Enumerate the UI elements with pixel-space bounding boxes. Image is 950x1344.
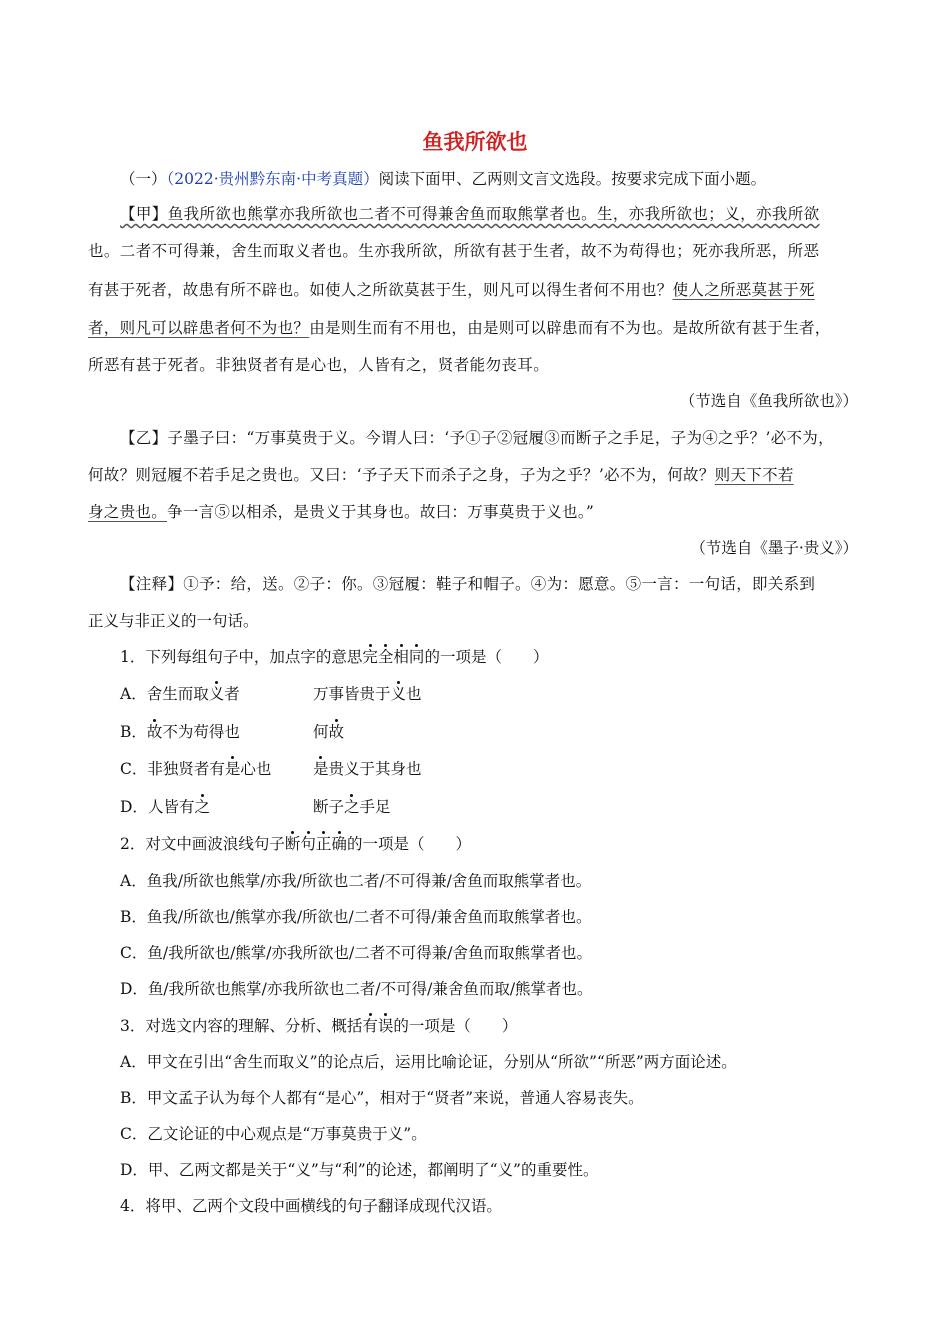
option-right-text: 也 — [406, 685, 422, 703]
jia-source: （节选自《鱼我所欲也》） — [679, 392, 858, 410]
q2-stem-end: 的一项是（ ） — [346, 835, 471, 853]
yi-underlined-2: 身之贵也。 — [88, 503, 168, 521]
q3-stem — [120, 1015, 517, 1037]
intro-prefix: （一） — [120, 170, 167, 188]
yi-line-3-text: 争一言⑤以相杀，是贵义于其身也。故曰：万事莫贵于义也。” — [167, 503, 595, 521]
q1-dotted-char: 全 — [377, 648, 394, 666]
q2-option-d[interactable]: D．鱼/我所欲也熊掌/亦我所欲也二者/不可得/兼舍鱼而取/熊掌者也。 — [120, 980, 593, 998]
jia-underlined-1: 使人之所恶莫甚于死 — [672, 281, 815, 299]
option-left-text: 人皆有 — [147, 798, 195, 816]
intro-line — [120, 168, 766, 190]
jia-line-1 — [120, 203, 820, 225]
q4-stem: 4．将甲、乙两个文段中画横线的句子翻译成现代汉语。 — [120, 1197, 502, 1215]
q1-dotted-char: 相 — [393, 648, 409, 666]
option-right-text: 何 — [313, 723, 329, 741]
option-right — [313, 758, 422, 780]
intro-text: 阅读下面甲、乙两则文言文选段。按要求完成下面小题。 — [378, 170, 767, 188]
option-dotted-char: 义 — [208, 685, 225, 703]
option-label: B． — [120, 723, 147, 741]
option-right-text: 贵义于其身也 — [328, 760, 422, 778]
q3-option-d[interactable]: D．甲、乙两文都是关于“义”与“利”的论述，都阐明了“义”的重要性。 — [120, 1161, 599, 1179]
option-left-text: 不为苟得也 — [162, 723, 240, 741]
jia-line-4 — [88, 317, 831, 339]
option-dotted-char: 之 — [344, 798, 360, 816]
jia-line-4-text: 由是则生而有不用也，由是则可以辟患而有不为也。是故所欲有甚于生者， — [309, 319, 831, 337]
q3-stem-end: 的一项是（ ） — [393, 1017, 518, 1035]
option-right — [313, 796, 391, 818]
option-dotted-char: 是 — [224, 760, 241, 778]
q1-stem-text: 1．下列每组句子中，加点字的意思 — [120, 648, 363, 666]
page-title: 鱼我所欲也 — [422, 130, 528, 154]
q1-stem-end: 的一项是（ ） — [424, 648, 549, 666]
option-dotted-char: 之 — [194, 798, 210, 816]
yi-line-1: 【乙】子墨子曰：“万事莫贵于义。今谓人曰：‘予①子②冠履③而断子之手足，子为④之乎？’必不为， — [120, 429, 834, 447]
q2-dotted-char: 正 — [315, 835, 332, 853]
option-left-text: 者 — [224, 685, 240, 703]
q3-option-b[interactable]: B．甲文孟子认为每个人都有“是心”，相对于“贤者”来说，普通人容易丧失。 — [120, 1089, 644, 1107]
option-dotted-char: 是 — [313, 760, 329, 778]
jia-line-5: 所恶有甚于死者。非独贤者有是心也，人皆有之，贤者能勿丧耳。 — [88, 356, 550, 374]
q2-option-c[interactable]: C．鱼/我所欲也/熊掌/亦我所欲也/二者不可得兼/舍鱼而取熊掌者也。 — [120, 944, 592, 962]
q2-stem-text: 2．对文中画波浪线句子 — [120, 835, 285, 853]
option-dotted-char: 故 — [146, 723, 163, 741]
q1-dotted-char: 同 — [408, 648, 425, 666]
jia-line-2: 也。二者不可得兼，舍生而取义者也。生亦我所欲，所欲有甚于生者，故不为苟得也；死亦我所恶，所恶 — [88, 242, 820, 260]
jia-line-3-text: 有甚于死者，故患有所不辟也。如使人之所欲莫甚于生，则凡可以得生者何不用也？ — [88, 281, 673, 299]
yi-line-2-text: 何故？则冠履不若手足之贵也。又曰：‘予子天下而杀子之身，子为之乎？’必不为，何故？ — [88, 466, 715, 484]
option-right — [313, 721, 344, 743]
q1-option-c[interactable] — [120, 758, 520, 780]
q1-option-b[interactable] — [120, 721, 520, 743]
q2-option-b[interactable]: B．鱼我/所欲也/熊掌亦我/所欲也/二者不可得/兼舍鱼而取熊掌者也。 — [120, 908, 592, 926]
option-dotted-char: 故 — [328, 723, 345, 741]
option-label: D． — [120, 798, 148, 816]
option-left-text: 非独贤者有 — [147, 760, 225, 778]
q3-dotted-char: 误 — [377, 1017, 394, 1035]
yi-line-3 — [88, 501, 594, 523]
q3-dotted-char: 有 — [362, 1017, 378, 1035]
yi-line-2 — [88, 464, 794, 486]
option-label: A． — [120, 685, 147, 703]
option-left-text: 舍生而取 — [146, 685, 209, 703]
q2-dotted-char: 确 — [331, 835, 347, 853]
q2-stem — [120, 833, 471, 855]
jia-wavy-sentence: 【甲】鱼我所欲也熊掌亦我所欲也二者不可得兼舍鱼而取熊掌者也。生，亦我所欲也；义，亦我所欲 — [120, 205, 820, 223]
q1-option-d[interactable] — [120, 796, 520, 818]
q1-option-a[interactable] — [120, 683, 520, 705]
yi-source: （节选自《墨子·贵义》） — [690, 539, 858, 557]
q1-dotted-char: 完 — [362, 648, 378, 666]
q3-stem-text: 3．对选文内容的理解、分析、概括 — [120, 1017, 363, 1035]
yi-underlined-1: 则天下不若 — [714, 466, 794, 484]
jia-line-3 — [88, 279, 815, 301]
notes-line-1: 【注释】①予：给，送。②子：你。③冠履：鞋子和帽子。④为：愿意。⑤一言：一句话，即关系到 — [120, 575, 816, 593]
q3-option-a[interactable]: A．甲文在引出“舍生而取义”的论点后，运用比喻论证，分别从“所欲”“所恶”两方面论述。 — [120, 1053, 737, 1071]
q3-option-c[interactable]: C．乙文论证的中心观点是“万事莫贵于义”。 — [120, 1125, 427, 1143]
q2-option-a[interactable]: A．鱼我/所欲也熊掌/亦我/所欲也二者/不可得兼/舍鱼而取熊掌者也。 — [120, 872, 592, 890]
notes-line-2: 正义与非正义的一句话。 — [88, 612, 259, 630]
q1-stem — [120, 646, 548, 668]
option-dotted-char: 义 — [390, 685, 407, 703]
intro-source: （2022·贵州黔东南·中考真题） — [166, 170, 379, 188]
option-left-text: 心也 — [240, 760, 272, 778]
option-right-text: 手足 — [359, 798, 391, 816]
q2-dotted-char: 句 — [300, 835, 316, 853]
option-label: C． — [120, 760, 148, 778]
jia-underlined-2: 者，则凡可以辟患者何不为也？ — [88, 319, 310, 337]
q2-dotted-char: 断 — [284, 835, 301, 853]
option-right — [313, 683, 422, 705]
option-right-text: 断子 — [313, 798, 345, 816]
option-right-text: 万事皆贵于 — [313, 685, 391, 703]
